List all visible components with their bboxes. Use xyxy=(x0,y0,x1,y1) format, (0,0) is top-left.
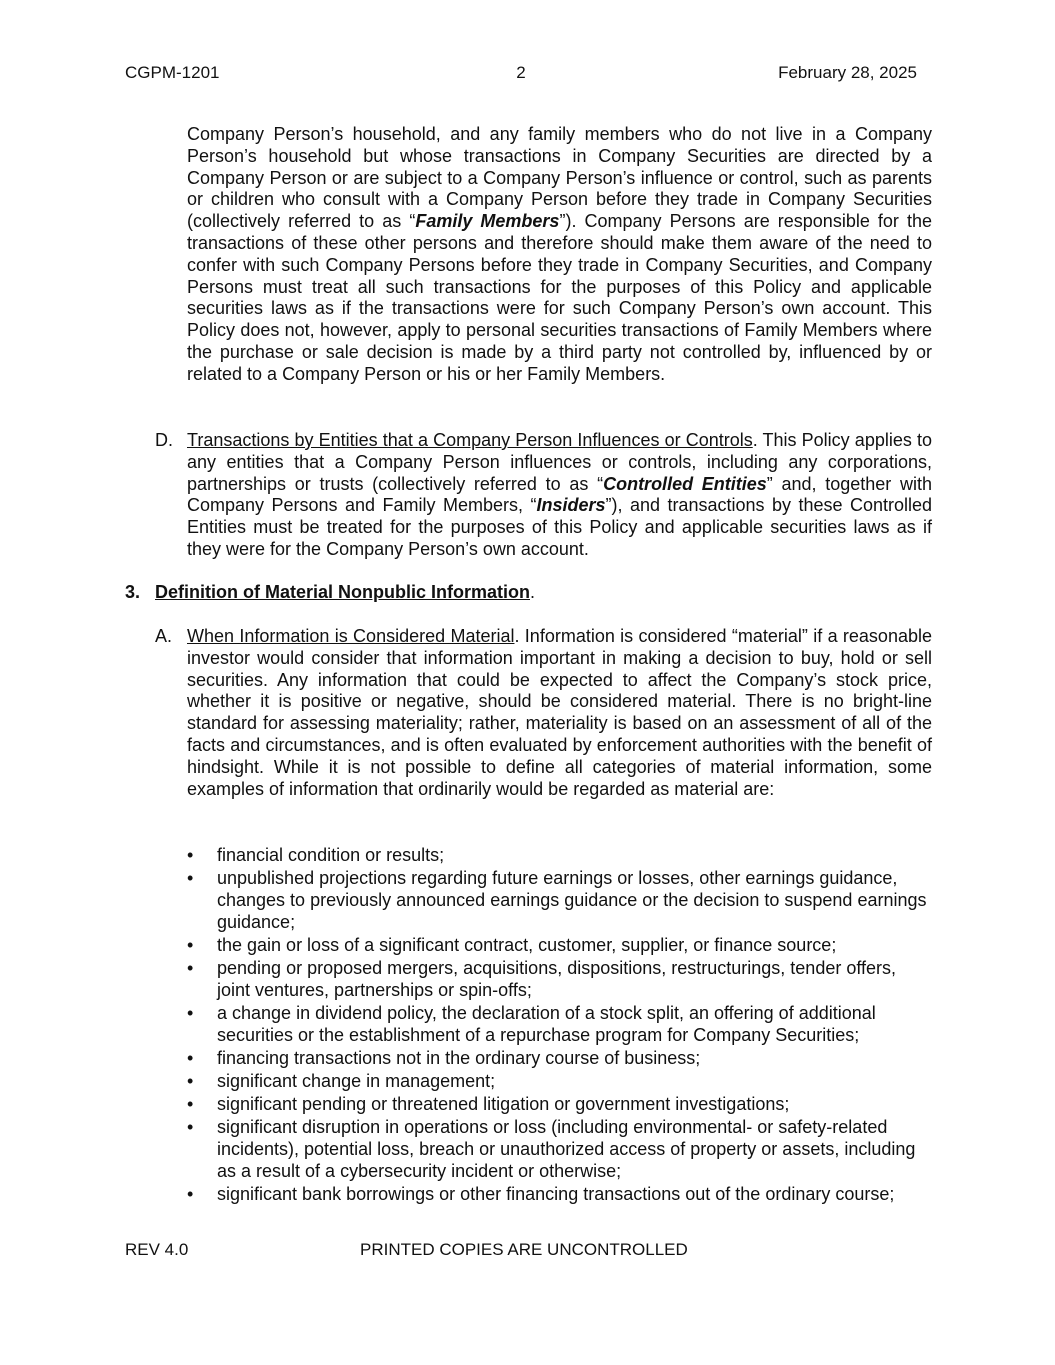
bullet-icon: • xyxy=(187,845,194,865)
defined-term-insiders: Insiders xyxy=(536,495,606,516)
item-a-heading: When Information is Considered Material xyxy=(187,626,515,646)
revision-label: REV 4.0 xyxy=(125,1240,189,1259)
item-a-material-information xyxy=(155,626,932,800)
material-information-list xyxy=(187,845,932,1207)
list-item: • financial condition or results; xyxy=(187,845,445,865)
item-a-letter: A. xyxy=(155,626,173,646)
document-date: February 28, 2025 xyxy=(778,63,917,82)
section-3-heading xyxy=(125,582,932,604)
bullet-icon: • xyxy=(187,1070,194,1091)
list-item: • significant pending or threatened litigation or government investigations; xyxy=(187,1093,790,1114)
bullet-icon: • xyxy=(187,1183,194,1204)
item-d-letter: D. xyxy=(155,430,173,450)
bullet-icon: • xyxy=(187,1093,194,1114)
item-d-text-2: ” and, together with Company Persons and Family Members, “ xyxy=(187,473,933,516)
item-d-controlled-entities xyxy=(155,430,932,561)
list-item: • a change in dividend policy, the declaration of a stock split, an offering of additional securities or the establishment of a repurchase program for Company Securities; xyxy=(187,1002,876,1045)
item-d-text-3: ”), and transactions by these Controlled Entities must be treated for the purposes of this Policy and applicable securities laws as if they were for the Company Person’s own account. xyxy=(187,495,932,559)
bullet-icon: • xyxy=(187,868,194,889)
family-members-paragraph xyxy=(187,124,932,386)
section-3-title: Definition of Material Nonpublic Information xyxy=(155,582,530,602)
bullet-icon: • xyxy=(187,934,194,955)
list-item: • pending or proposed mergers, acquisitions, dispositions, restructurings, tender offers, joint ventures, partnerships or spin-offs; xyxy=(187,957,897,1000)
paragraph-text-2: ”). Company Persons are responsible for the transactions of these other persons and therefore should make them aware of the need to confer with such Company Persons before they trade in Company Securities, and Company Persons must treat all such transactions for the purposes of this Policy and applicable securities laws as if the transactions were for such Company Person’s own account. This Policy does not, however, apply to personal securities transactions of Family Members where the purchase or sale decision is made by a third party not controlled by, influenced by or related to a Company Person or his or her Family Members. xyxy=(187,211,932,384)
page-footer xyxy=(125,1239,917,1261)
page-number: 2 xyxy=(516,63,526,82)
uncontrolled-copy-notice: PRINTED COPIES ARE UNCONTROLLED xyxy=(360,1240,688,1259)
list-item: • financing transactions not in the ordinary course of business; xyxy=(187,1047,701,1068)
item-d-heading: Transactions by Entities that a Company Person Influences or Controls xyxy=(187,430,753,450)
bullet-icon: • xyxy=(187,1002,194,1023)
bullet-icon: • xyxy=(187,957,194,978)
list-item: • significant change in management; xyxy=(187,1070,496,1091)
document-id: CGPM-1201 xyxy=(125,63,220,82)
defined-term-family-members: Family Members xyxy=(415,211,560,232)
item-d-body xyxy=(187,430,932,561)
bullet-icon: • xyxy=(187,1116,194,1137)
item-a-body xyxy=(187,626,932,800)
item-d-text-1: . This Policy applies to any entities that a Company Person influences or controls, including any corporations, partnerships or trusts (collectively referred to as “ xyxy=(187,430,932,494)
paragraph-text-1: Company Person’s household, and any family members who do not live in a Company Person’s household but whose transactions in Company Securities are directed by a Company Person or are subject to a Company Person’s influence or control, such as parents or children who consult with a Company Person before they trade in Company Securities (collectively referred to as “ xyxy=(187,124,932,232)
bullet-icon: • xyxy=(187,1047,194,1068)
page-header xyxy=(125,62,917,84)
item-a-text: . Information is considered “material” if a reasonable investor would consider that information important in making a decision to buy, hold or sell securities. Any information that could be expected to affect the Company’s stock price, whether it is positive or negative, should be considered material. There is no bright-line standard for assessing materiality; rather, materiality is based on an assessment of all of the facts and circumstances, and is often evaluated by enforcement authorities with the benefit of hindsight. While it is not possible to define all categories of material information, some examples of information that ordinarily would be regarded as material are: xyxy=(187,626,932,799)
list-item: • significant bank borrowings or other financing transactions out of the ordinary course; xyxy=(187,1183,895,1204)
list-item: • significant disruption in operations or loss (including environmental- or safety-related incidents), potential loss, breach or unauthorized access of property or assets, including as a result of a cybersecurity incident or otherwise; xyxy=(187,1116,916,1181)
list-item: • unpublished projections regarding future earnings or losses, other earnings guidance, changes to previously announced earnings guidance or the decision to suspend earnings guidance; xyxy=(187,868,927,932)
defined-term-controlled-entities: Controlled Entities xyxy=(603,473,767,494)
section-3-period: . xyxy=(530,582,536,602)
list-item: • the gain or loss of a significant contract, customer, supplier, or finance source; xyxy=(187,934,837,955)
section-3-number: 3. xyxy=(125,582,141,602)
